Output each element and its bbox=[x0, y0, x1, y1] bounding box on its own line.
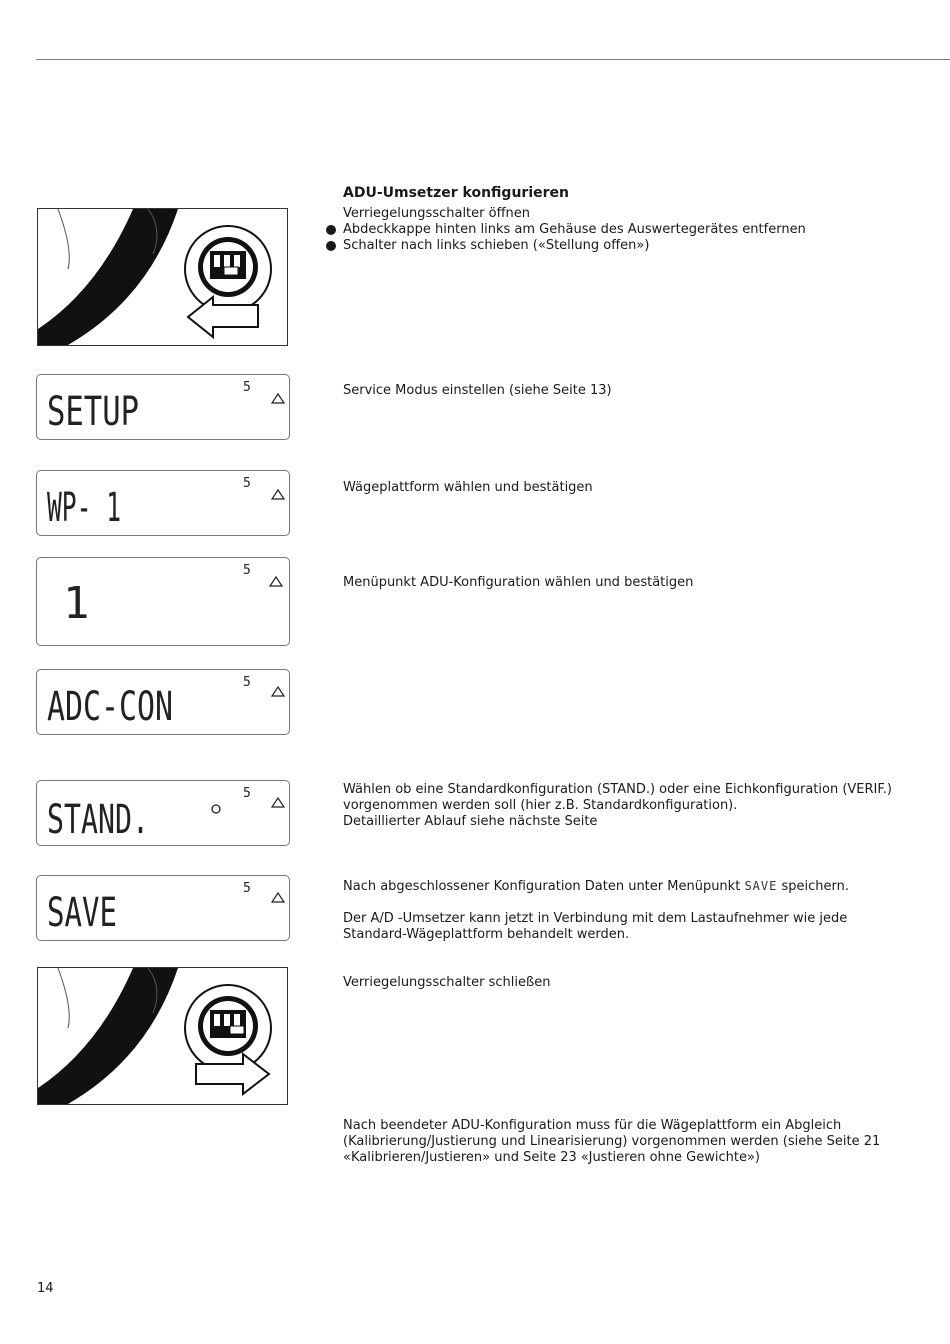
section-title: ADU-Umsetzer konfigurieren bbox=[343, 185, 569, 201]
svg-text:SETUP: SETUP bbox=[47, 389, 139, 435]
bullet-icon bbox=[326, 225, 336, 235]
warning-triangle-icon bbox=[272, 490, 284, 499]
top-rule bbox=[36, 59, 950, 60]
lock-switch-close-illustration bbox=[37, 967, 288, 1105]
svg-text:5: 5 bbox=[243, 881, 251, 896]
page-number: 14 bbox=[37, 1281, 54, 1296]
svg-text:STAND.: STAND. bbox=[47, 797, 149, 843]
lcd-display-wp1 bbox=[36, 470, 290, 536]
save-menu-code: SAVE bbox=[744, 879, 778, 893]
lcd-segment-text bbox=[37, 876, 289, 940]
warning-triangle-icon bbox=[272, 798, 284, 807]
lcd-display-1 bbox=[36, 557, 290, 646]
lcd-segment-text bbox=[37, 558, 289, 645]
svg-text:5: 5 bbox=[243, 476, 251, 491]
warning-triangle-icon bbox=[272, 893, 284, 902]
svg-text:SAVE: SAVE bbox=[47, 890, 117, 936]
lcd-segment-text bbox=[37, 670, 289, 734]
warning-triangle-icon bbox=[270, 577, 282, 586]
section-block bbox=[343, 185, 806, 254]
step-text-adu: Menüpunkt ADU-Konfiguration wählen und bestätigen bbox=[343, 575, 694, 590]
bullet-item: Abdeckkappe hinten links am Gehäuse des Auswertegerätes entfernen bbox=[343, 222, 806, 238]
lcd-display-setup bbox=[36, 374, 290, 440]
svg-text:5: 5 bbox=[243, 563, 251, 578]
step-text-wp1: Wägeplattform wählen und bestätigen bbox=[343, 480, 593, 495]
close-step-text: Verriegelungsschalter schließen bbox=[343, 975, 551, 990]
step-text-save: Nach abgeschlossener Konfiguration Daten unter Menüpunkt SAVE speichern. Der A/D -Umsetzer kann jetzt in Verbindung mit dem Lastaufnehmer wie jede Standard-Wägeplattform behandelt werden. bbox=[343, 879, 850, 942]
step-text-stand: Wählen ob eine Standardkonfiguration (STAND.) oder eine Eichkonfiguration (VERIF.) vorgenommen werden soll (hier z.B. Standardkonfiguration). Detaillierter Ablauf siehe nächste Seite bbox=[343, 782, 892, 829]
svg-text:5: 5 bbox=[243, 675, 251, 690]
svg-text:1: 1 bbox=[63, 578, 90, 629]
lcd-segment-text bbox=[37, 781, 289, 845]
svg-text:5: 5 bbox=[243, 786, 251, 801]
lcd-display-save bbox=[36, 875, 290, 941]
lcd-display-adc-con bbox=[36, 669, 290, 735]
step-text-setup: Service Modus einstellen (siehe Seite 13) bbox=[343, 383, 612, 398]
bullet-icon bbox=[326, 241, 336, 251]
bullet-item: Schalter nach links schieben («Stellung offen») bbox=[343, 238, 806, 254]
lcd-display-stand bbox=[36, 780, 290, 846]
lock-switch-open-illustration bbox=[37, 208, 288, 346]
final-note: Nach beendeter ADU-Konfiguration muss für die Wägeplattform ein Abgleich (Kalibrierung/Justierung und Linearisierung) vorgenommen werden (siehe Seite 21 «Kalibrieren/Justieren» und Seite 23 «Justieren ohne Gewichte») bbox=[343, 1118, 881, 1165]
stability-circle-icon bbox=[212, 805, 220, 813]
svg-text:WP- 1: WP- 1 bbox=[47, 485, 121, 531]
intro-text: Verriegelungsschalter öffnen bbox=[343, 206, 531, 221]
svg-text:ADC-CON: ADC-CON bbox=[47, 684, 173, 730]
lcd-segment-text bbox=[37, 471, 289, 535]
warning-triangle-icon bbox=[272, 687, 284, 696]
lcd-segment-text bbox=[37, 375, 289, 439]
warning-triangle-icon bbox=[272, 394, 284, 403]
svg-text:5: 5 bbox=[243, 380, 251, 395]
